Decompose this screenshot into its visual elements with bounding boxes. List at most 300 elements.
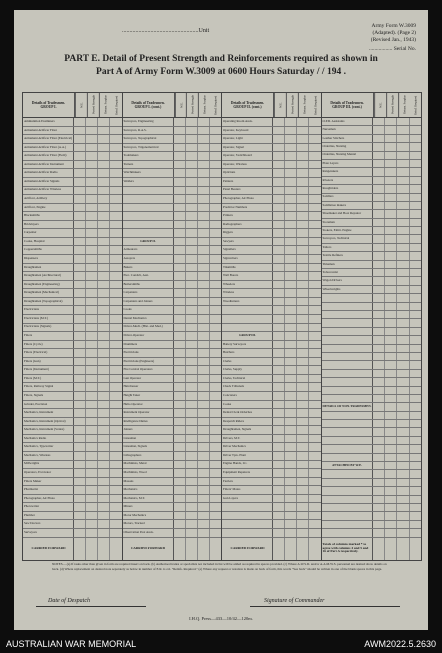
table-cell	[74, 152, 86, 160]
table-cell	[397, 403, 409, 410]
table-cell	[210, 375, 221, 383]
table-cell	[198, 238, 210, 246]
trade-label	[222, 306, 273, 314]
table-row	[322, 437, 422, 445]
column-header: Reinf. Required	[114, 95, 119, 115]
table-cell	[210, 512, 221, 520]
table-cell	[186, 349, 198, 357]
table-row	[123, 118, 222, 127]
table-cell	[186, 520, 198, 528]
table-cell	[186, 178, 198, 186]
trade-label: Drummers	[123, 341, 174, 349]
table-cell	[309, 118, 320, 126]
table-cell	[273, 246, 285, 254]
table-cell	[385, 412, 397, 419]
table-cell	[174, 418, 186, 426]
trade-label: Instrument Operator	[123, 409, 174, 417]
table-cell	[285, 152, 297, 160]
table-cell	[110, 144, 121, 152]
table-cell	[410, 487, 421, 494]
table-cell	[385, 135, 397, 142]
carried-forward-label: CARRIED FORWARD	[222, 538, 273, 561]
table-cell	[297, 529, 309, 537]
table-cell	[373, 152, 385, 159]
trade-label: Pharmacist	[23, 486, 74, 494]
table-cell	[110, 478, 121, 486]
table-cell	[309, 187, 320, 195]
table-cell	[110, 538, 121, 561]
table-cell	[98, 503, 110, 511]
table-cell	[373, 454, 385, 461]
table-cell	[410, 445, 421, 452]
table-cell	[110, 306, 121, 314]
table-cell	[210, 195, 221, 203]
table-cell	[86, 401, 98, 409]
table-cell	[186, 409, 198, 417]
table-cell	[74, 409, 86, 417]
table-cell	[410, 261, 421, 268]
table-cell	[373, 445, 385, 452]
table-cell	[373, 261, 385, 268]
table-cell	[410, 294, 421, 301]
table-cell	[86, 255, 98, 263]
table-cell	[309, 409, 320, 417]
table-cell	[397, 118, 409, 125]
table-cell	[285, 529, 297, 537]
table-cell	[410, 143, 421, 150]
table-cell	[186, 315, 198, 323]
table-cell	[174, 315, 186, 323]
table-row	[123, 418, 222, 427]
table-cell	[385, 328, 397, 335]
table-cell	[385, 177, 397, 184]
table-row	[123, 383, 222, 392]
table-cell	[74, 238, 86, 246]
trade-label	[322, 487, 373, 494]
table-cell	[174, 289, 186, 297]
table-cell	[385, 487, 397, 494]
table-cell	[98, 246, 110, 254]
table-row	[322, 152, 422, 160]
table-cell	[174, 144, 186, 152]
trade-label: Bricklayers	[23, 221, 74, 229]
table-cell	[74, 298, 86, 306]
table-row	[123, 144, 222, 153]
table-cell	[297, 435, 309, 443]
table-cell	[74, 315, 86, 323]
table-cell	[285, 212, 297, 220]
table-cell	[285, 452, 297, 460]
table-cell	[98, 264, 110, 272]
trade-label: Riggers	[222, 229, 273, 237]
table-cell	[210, 435, 221, 443]
table-cell	[285, 169, 297, 177]
table-row	[222, 409, 321, 418]
table-cell	[74, 435, 86, 443]
table-cell	[74, 375, 86, 383]
table-cell	[210, 461, 221, 469]
table-cell	[385, 118, 397, 125]
table-row	[222, 281, 321, 290]
table-cell	[385, 437, 397, 444]
table-cell	[297, 495, 309, 503]
table-cell	[297, 298, 309, 306]
trade-label: O.P.D. Assistants	[322, 118, 373, 125]
carried-forward-row	[222, 538, 321, 561]
table-cell	[309, 306, 320, 314]
table-cell	[297, 469, 309, 477]
table-cell	[110, 135, 121, 143]
table-cell	[86, 238, 98, 246]
table-cell	[110, 255, 121, 263]
trade-label: Artificer, Engine	[23, 204, 74, 212]
table-cell	[186, 495, 198, 503]
table-cell	[273, 255, 285, 263]
trade-label: Despatch Riders	[222, 418, 273, 426]
table-cell	[309, 375, 320, 383]
table-cell	[297, 161, 309, 169]
table-cell	[110, 426, 121, 434]
trade-group-2	[123, 93, 223, 560]
table-row	[222, 204, 321, 213]
table-cell	[98, 478, 110, 486]
trade-label: Linesman	[123, 435, 174, 443]
trade-label: Armament Artificer Fitter (Electrical)	[23, 135, 74, 143]
table-row	[23, 503, 122, 512]
table-cell	[110, 452, 121, 460]
table-row	[123, 520, 222, 529]
table-cell	[186, 169, 198, 177]
table-row	[222, 315, 321, 324]
table-row	[123, 169, 222, 178]
table-cell	[285, 538, 297, 561]
table-cell	[186, 383, 198, 391]
table-cell	[86, 469, 98, 477]
column-header: W.E.	[175, 93, 187, 117]
table-cell	[373, 345, 385, 352]
table-cell	[285, 281, 297, 289]
table-cell	[410, 210, 421, 217]
trade-label: Photographer, Air Photo	[23, 495, 74, 503]
table-cell	[373, 210, 385, 217]
trade-label: Lithographers	[123, 452, 174, 460]
trade-label: Painters	[222, 178, 273, 186]
table-cell	[309, 366, 320, 374]
table-cell	[397, 454, 409, 461]
table-cell	[74, 221, 86, 229]
table-cell	[385, 143, 397, 150]
table-row	[222, 426, 321, 435]
table-cell	[373, 277, 385, 284]
table-cell	[373, 143, 385, 150]
trade-label	[322, 378, 373, 385]
table-cell	[186, 229, 198, 237]
table-cell	[86, 452, 98, 460]
table-cell	[410, 428, 421, 435]
table-cell	[198, 289, 210, 297]
table-row	[322, 210, 422, 218]
table-cell	[86, 495, 98, 503]
archive-footer	[0, 634, 442, 653]
table-cell	[273, 383, 285, 391]
table-cell	[285, 187, 297, 195]
table-cell	[397, 319, 409, 326]
trade-label: Panel Beaters	[222, 187, 273, 195]
trade-label: Surveyors, Engineering	[123, 118, 174, 126]
table-row	[222, 127, 321, 136]
trade-label: Mechanics, Wireless	[23, 452, 74, 460]
table-cell	[198, 127, 210, 135]
table-cell	[373, 336, 385, 343]
table-cell	[285, 332, 297, 340]
table-cell	[285, 264, 297, 272]
table-row	[123, 272, 222, 281]
table-row	[23, 443, 122, 452]
trade-label: Gun Operator	[123, 375, 174, 383]
table-cell	[186, 443, 198, 451]
table-row	[23, 520, 122, 529]
table-cell	[86, 392, 98, 400]
table-cell	[273, 512, 285, 520]
table-cell	[385, 361, 397, 368]
trade-label: Wheelwrights	[322, 286, 373, 293]
table-row	[23, 127, 122, 136]
trade-label: Fitters	[23, 332, 74, 340]
table-cell	[397, 168, 409, 175]
table-cell	[110, 229, 121, 237]
trade-label	[222, 324, 273, 332]
table-cell	[74, 486, 86, 494]
table-cell	[98, 358, 110, 366]
table-cell	[198, 212, 210, 220]
table-cell	[285, 409, 297, 417]
trade-label: Blacksmiths	[23, 212, 74, 220]
trade-label: Fitters (Cycle)	[23, 341, 74, 349]
trade-label: Tobacconist	[322, 269, 373, 276]
table-cell	[174, 195, 186, 203]
group-title: Details of Tradesmen. GROUP I.	[23, 93, 75, 117]
trade-label: Roughriders	[322, 185, 373, 192]
table-cell	[373, 227, 385, 234]
table-cell	[186, 298, 198, 306]
table-cell	[74, 135, 86, 143]
table-cell	[198, 358, 210, 366]
table-cell	[385, 194, 397, 201]
table-cell	[110, 204, 121, 212]
table-row	[123, 306, 222, 315]
table-cell	[198, 315, 210, 323]
trade-label: GROUP II.	[123, 238, 174, 246]
table-cell	[410, 370, 421, 377]
trade-label: Fitters Maker	[23, 478, 74, 486]
table-cell	[198, 392, 210, 400]
table-cell	[273, 315, 285, 323]
table-cell	[309, 529, 320, 537]
table-cell	[297, 358, 309, 366]
trade-label: Clerks	[222, 358, 273, 366]
trade-label: Turners	[123, 161, 174, 169]
table-cell	[174, 281, 186, 289]
trade-label	[322, 470, 373, 477]
table-cell	[198, 538, 210, 561]
table-cell	[186, 212, 198, 220]
table-cell	[74, 469, 86, 477]
table-cell	[385, 269, 397, 276]
trade-label: Fitters, Signals	[23, 392, 74, 400]
table-cell	[210, 324, 221, 332]
table-cell	[186, 127, 198, 135]
table-cell	[198, 144, 210, 152]
table-cell	[74, 426, 86, 434]
table-cell	[309, 212, 320, 220]
table-cell	[373, 496, 385, 503]
table-cell	[174, 229, 186, 237]
table-cell	[110, 212, 121, 220]
table-cell	[373, 311, 385, 318]
table-row	[322, 286, 422, 294]
trade-label: Clerks, Supply	[222, 366, 273, 374]
table-cell	[309, 281, 320, 289]
table-row	[123, 443, 222, 452]
table-cell	[385, 319, 397, 326]
table-cell	[174, 264, 186, 272]
table-cell	[86, 418, 98, 426]
table-cell	[373, 370, 385, 377]
table-cell	[397, 387, 409, 394]
table-cell	[74, 195, 86, 203]
table-cell	[309, 392, 320, 400]
group-title: Details of Tradesmen. GROUP I. (cont.)	[123, 93, 175, 117]
table-cell	[373, 529, 385, 536]
table-row	[123, 426, 222, 435]
column-header: Posted Strength	[87, 93, 99, 117]
table-cell	[397, 529, 409, 536]
table-cell	[297, 246, 309, 254]
table-cell	[285, 161, 297, 169]
trade-label: Radiographers	[222, 221, 273, 229]
trade-label: Mechanics, M.T.	[123, 495, 174, 503]
table-cell	[309, 289, 320, 297]
table-row	[23, 204, 122, 213]
table-row	[222, 135, 321, 144]
table-cell	[198, 204, 210, 212]
table-row	[322, 185, 422, 193]
table-cell	[373, 194, 385, 201]
table-cell	[297, 426, 309, 434]
table-cell	[309, 238, 320, 246]
table-cell	[98, 443, 110, 451]
table-cell	[74, 255, 86, 263]
table-row	[222, 306, 321, 315]
table-cell	[198, 383, 210, 391]
trade-label: Dispensers	[23, 255, 74, 263]
table-cell	[174, 118, 186, 126]
table-cell	[397, 210, 409, 217]
table-row	[222, 418, 321, 427]
table-row	[23, 246, 122, 255]
table-cell	[373, 353, 385, 360]
table-cell	[174, 324, 186, 332]
trade-label	[123, 221, 174, 229]
table-cell	[198, 452, 210, 460]
table-row	[222, 238, 321, 247]
table-row	[222, 366, 321, 375]
table-cell	[74, 246, 86, 254]
table-cell	[373, 235, 385, 242]
table-row	[23, 486, 122, 495]
table-cell	[273, 195, 285, 203]
trade-label: Operator, Light	[222, 135, 273, 143]
table-cell	[86, 264, 98, 272]
table-cell	[98, 135, 110, 143]
table-cell	[86, 298, 98, 306]
table-cell	[74, 169, 86, 177]
table-cell	[273, 478, 285, 486]
table-row	[322, 219, 422, 227]
table-row	[23, 358, 122, 367]
table-cell	[397, 412, 409, 419]
table-cell	[198, 495, 210, 503]
table-cell	[373, 462, 385, 469]
strength-table	[22, 92, 422, 561]
trade-label: Fitters (Electrical)	[23, 349, 74, 357]
table-cell	[410, 395, 421, 402]
table-cell	[98, 152, 110, 160]
table-cell	[285, 289, 297, 297]
table-cell	[410, 177, 421, 184]
table-cell	[297, 238, 309, 246]
table-row	[123, 255, 222, 264]
army-form-number: Army Form W.3009	[371, 23, 416, 29]
table-cell	[110, 503, 121, 511]
table-cell	[285, 418, 297, 426]
table-cell	[373, 118, 385, 125]
table-row	[123, 315, 222, 324]
table-cell	[98, 375, 110, 383]
table-cell	[309, 229, 320, 237]
table-cell	[98, 178, 110, 186]
table-cell	[297, 486, 309, 494]
table-cell	[285, 195, 297, 203]
table-cell	[285, 118, 297, 126]
table-cell	[297, 204, 309, 212]
table-cell	[74, 341, 86, 349]
table-cell	[98, 306, 110, 314]
table-cell	[98, 144, 110, 152]
table-cell	[110, 281, 121, 289]
table-cell	[174, 452, 186, 460]
table-cell	[198, 195, 210, 203]
table-cell	[110, 512, 121, 520]
table-cell	[98, 315, 110, 323]
table-cell	[98, 229, 110, 237]
trade-label: Armament Artificer Signals	[23, 178, 74, 186]
table-row	[23, 512, 122, 521]
table-row	[222, 272, 321, 281]
trade-label	[322, 454, 373, 461]
table-cell	[410, 345, 421, 352]
table-cell	[86, 118, 98, 126]
table-cell	[98, 255, 110, 263]
table-cell	[86, 221, 98, 229]
table-row	[23, 238, 122, 247]
table-cell	[309, 538, 320, 561]
table-cell	[273, 401, 285, 409]
table-cell	[210, 246, 221, 254]
table-row	[222, 452, 321, 461]
table-cell	[397, 479, 409, 486]
table-cell	[273, 178, 285, 186]
